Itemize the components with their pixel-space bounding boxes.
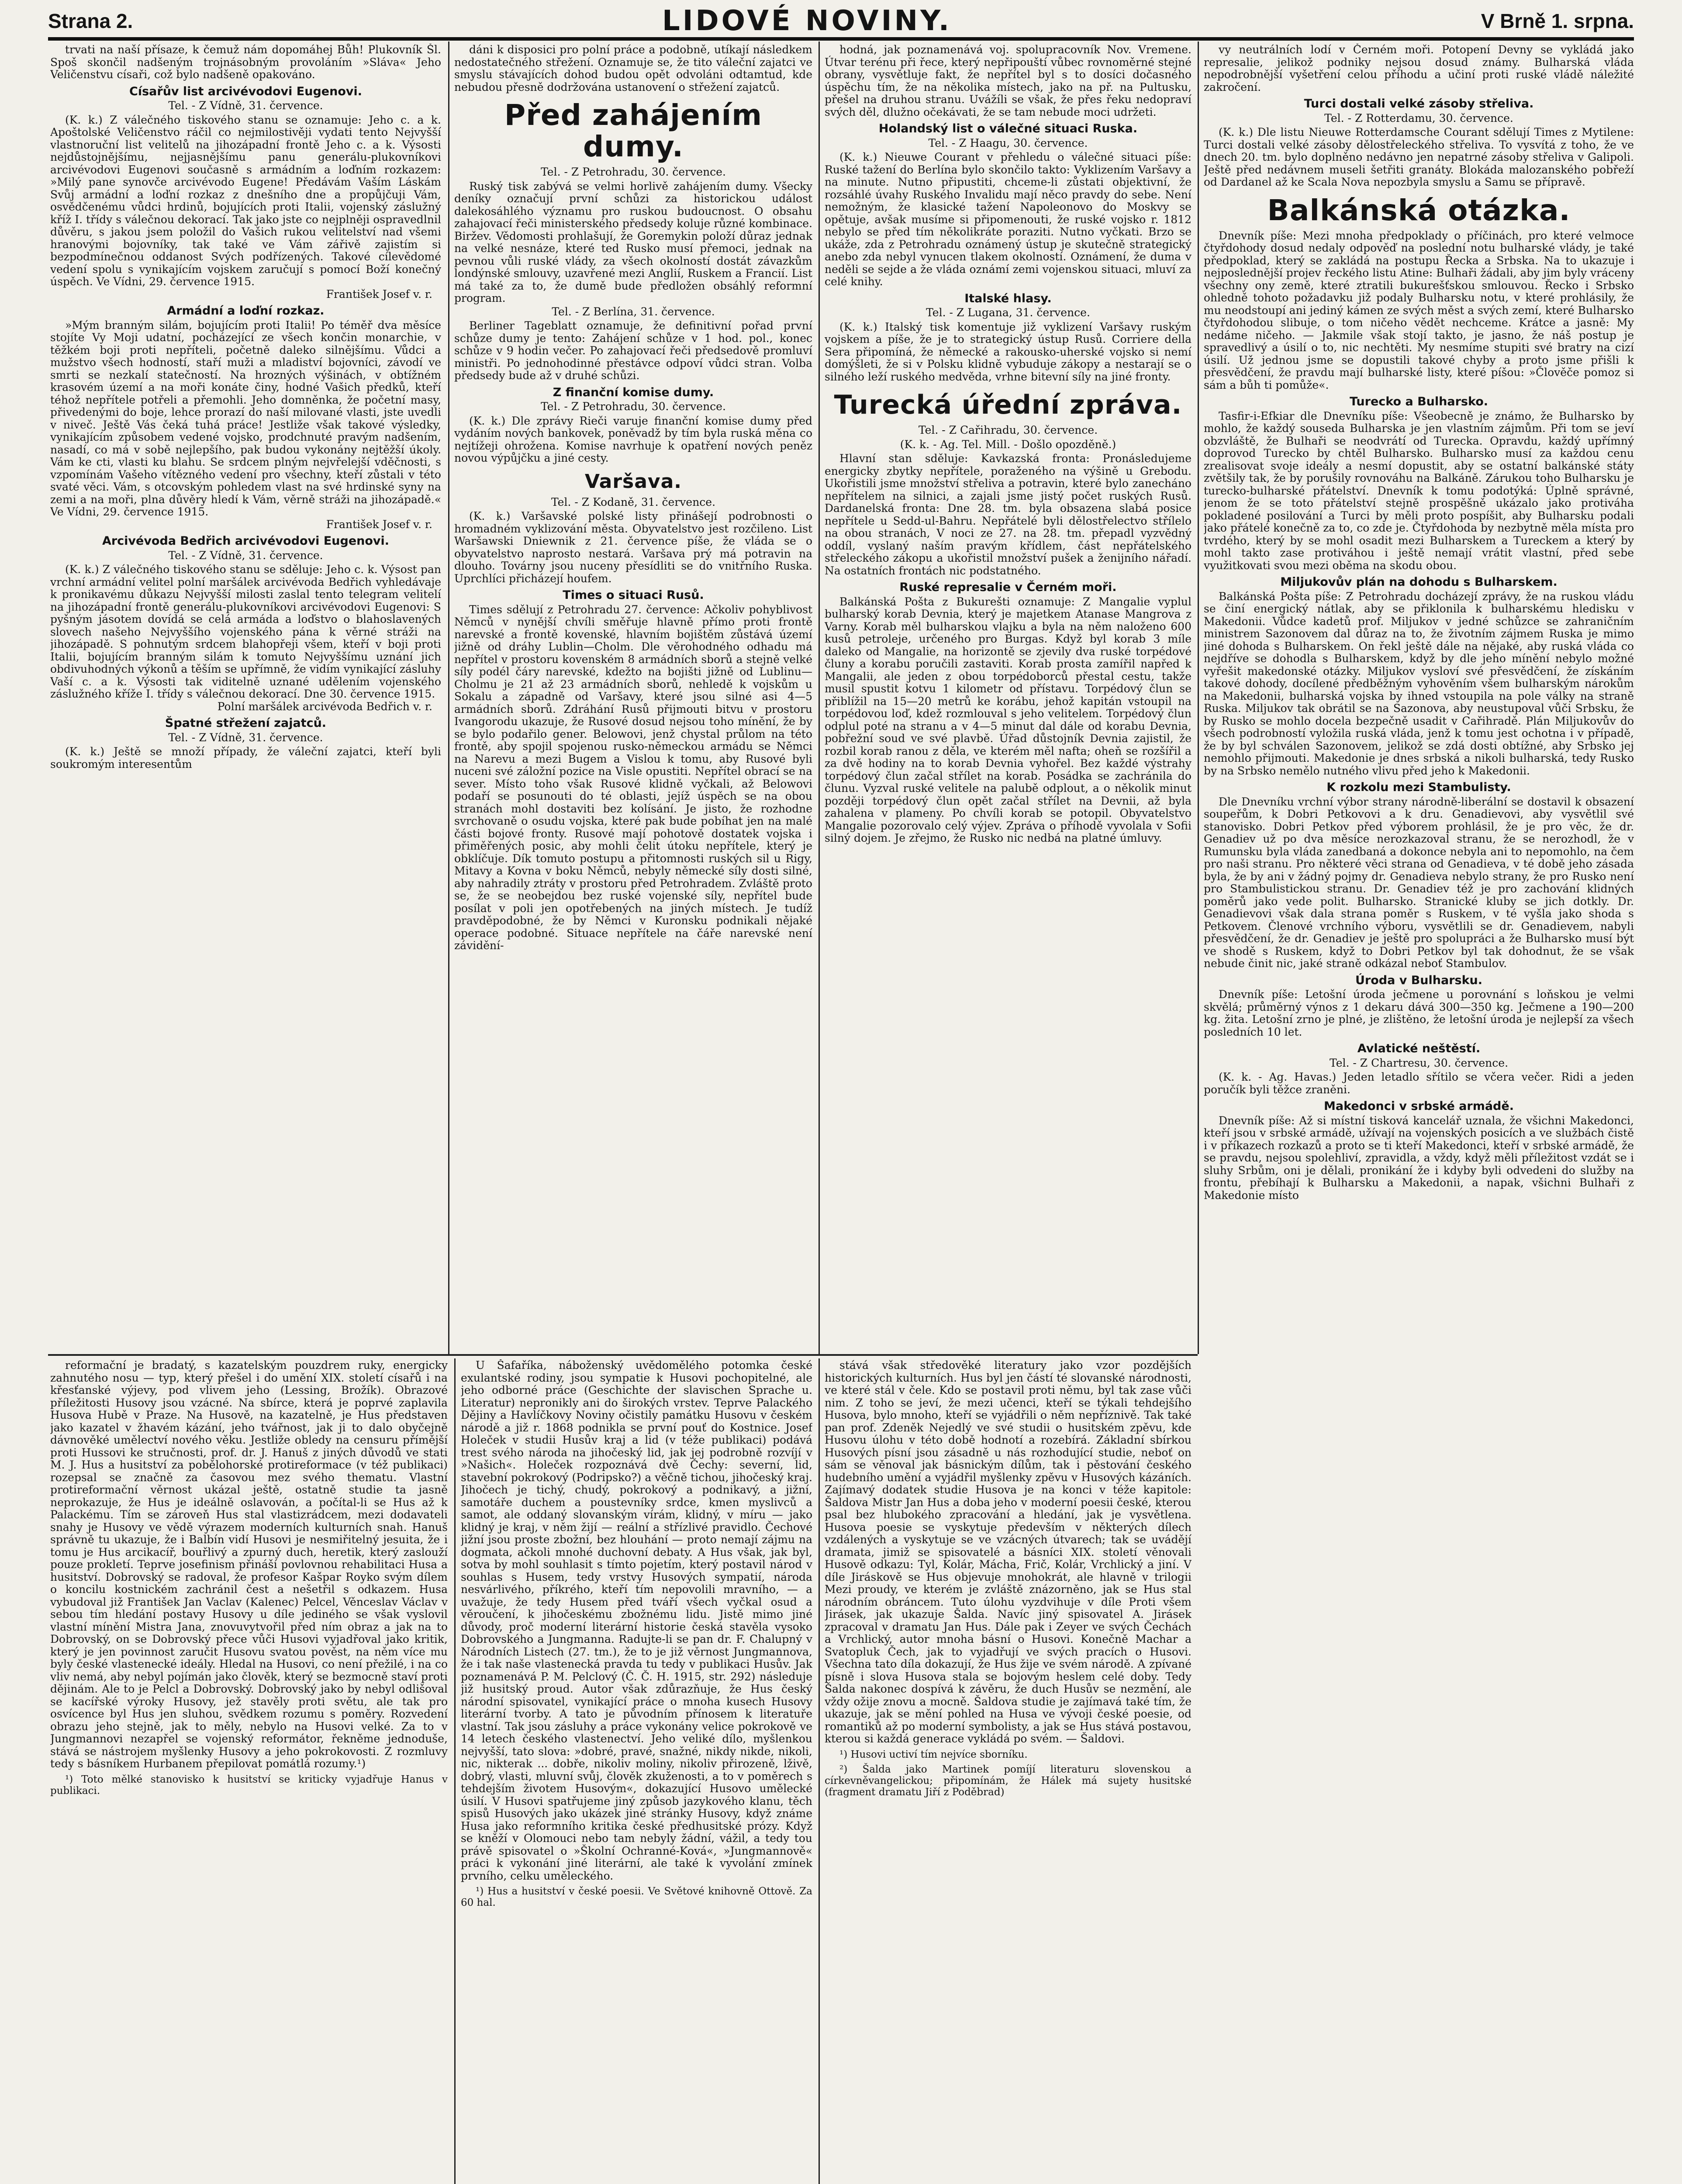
column-4 [1204,44,1634,2184]
article-text: (K. k.) Z válečného tiskového stanu se oznamuje: Jeho c. a k. Apoštolské Veličenstvo ráčil co nejmilostivěji vydati tento Nejvyšší vlastnoruční list velitelů na jihozápadní frontě Jeho c. a k. Výsosti nejdůstojnějšímu, nejjasnějšímu panu generálu-plukovníkovi arcivévodovi Eugenovi současně s armádním a loďním rozkazem: »Milý pane synovče arcivévodo Eugene! Předávám Vaším Láskám Svůj armádní a loďní rozkaz z dnešního dne a propůjčuji Vám, osvědčenému vůdci hrdinů, bojujících proti Italii, vojenský záslužný kříž I. třídy s válečnou dekorací. Tak jako jste co nejplněji ospravedlnil důvěru, s jakou jsem položil do Vašich rukou velitelství nad všemi hranovými bojovníky, tak také ve Vám zářivě zajistím si bezpodmínečnou oddanost Svých podřízených. Takové cílevědomé vedení spolu s vynikajícím vojskem zaručují s pomocí Boží konečný úspěch. Ve Vídni, 29. července 1915. [50,113,441,288]
column-rule [819,1358,820,2184]
column-rule [448,41,449,1354]
city-date: V Brně 1. srpna. [1481,9,1634,32]
article-text: reformační je bradatý, s kazatelským pouzdrem ruky, energicky zahnutého nosu — typ, který přešel i do umění XIX. století císařů i na křesťanské výjevy, pod vlivem jeho (Lessing, Brožík). Obrazové příležitosti Husovy jsou vzácné. Na sbírce, která je poprvé zaplavila Husova Hubě v Praze. Na Husově, na kazatelně, je Hus představen jako kazatel v žhavém kázání, jeho tvářnost, jak ji to dalo obyčejně dávnověké umělectví nového věku. Jestliže obledy na censuru přímější proti Hussovi ke stručnosti, prof. dr. J. Hanuš z jiných důvodů ve stati M. J. Hus a husitství za pobělohorské protireformace (v též publikaci) rozepsal se značně za časovou mez svého thematu. Vlastní protireformační věrnost ukázal ještě, ostatně studie ta jasně neprokazuje, že Hus je ideálně oslavován, a počítal-li se Hus až k Palackému. Tím se zároveň Hus stal vlastizrádcem, mezi dodavateli snahy je Husovy ve vědě výrazem moderních kulturních snah. Hanuš správně tu ukazuje, že i Balbín vidí Husovi je nesmiřitelný jesuita, že i tomu je Hus arcikacíř, bouřlivý a zpurný duch, heretik, který zaslouží pouze prokletí. Teprve josefinism přináší povlovnou rehabilitaci Husa a husitství. Dobrovský se radoval, že profesor Kašpar Royko svým dílem o koncilu kostnickém zachránil čest a nešetřil s odkazem. Husa vybudoval již František Jan Vaclav (Kalenec) Pelcel, Věnceslav Václav v sebou tím hledání postavy Husovy u díle jediného se však vyslovil vlastní mínění Mistra Jana, znovuvytvořil před ním obraz a jak na to Dobrovský, on se Dobrovský přece vůči Husovi vyjadřoval jako kritik, který je jen povinnost zaručit Husovu svatou pověst, na něm více mu byly české vlastenecké ideály. Hledal na Husovi, co není přežilé, i na co vliv nemá, aby nebyl pojímán jako člověk, který se bezmocně staví proti dějinám. Ale to je Pelcl a Dobrovský. Dobrovský jako by nebyl odlišoval se kacířské výroky Husovy, jež stavěly proti světu, ale tak pro osvícence byl Hus jen sluhou, svědkem rozumu s poměry. Rozvedení obrazu jeho stejně, jak to měly, nebylo na Husovi velké. Za to v Jungmannovi nezapřel se vojenský reformátor, řekněme jednoduše, stává se nástrojem myšlenky Husovy a jeho pokrokovosti. Z rozmluvy tedy s básníkem Hurbanem přepilovat pomátlá rozumy.¹) [50,1359,448,1770]
article-text: Dnevník píše: Až si místní tisková kancelář uznala, že všichni Makedonci, kteří jsou v srbské armádě, užívají na vojenských posicích a ve službách čistě i v příkazech rozkazů a proto se ti kteří Makedonci, kteří v srbské armádě, že se pravdu, nejsou spolehliví, zpravidla, a vždy, když měli příležitost vzdát se i sluhy Srbům, oni je dělali, pronikání že i kdyby byli odvedeni do služby na frontu, přebíhají k Bulharsku a Makedonii, a napak, všichni Bulhaři z Makedonie místo [1204,1114,1634,1202]
article-text: hodná, jak poznamenává voj. spolupracovník Nov. Vremene. Útvar terénu při řece, který nepřipouští vůbec rovnoměrné stejné obrany, vysvětluje fakt, že nepřítel byl s to dosíci dočasného úspěchu tím, že na několika místech, jako na př. na Pultusku, přešel na druhou stranu. Uvážíli se však, že přes řeku nedopraví svých děl, dlužno očekávati, že se tam nebude moci udržeti. [825,44,1192,118]
signature: František Josef v. r. [326,518,432,531]
dateline: Tel. - Z Petrohradu, 30. července. [541,166,726,178]
headline: Špatné střežení zajatců. [165,716,327,730]
signature: Polní maršálek arcivévoda Bedřich v. r. [217,700,432,713]
headline: Italské hlasy. [964,291,1052,305]
article-text: Berliner Tageblatt oznamuje, že definitivní pořad první schůze dumy je tento: Zahájení schůze v 1 hod. pol., konec schůze v 9 hodin večer. Po zahajovací řeči předsedově promluví ministři. Po jednohodinné přestávce odpoví vůdci stran. Volba předsedy bude až v druhé schůzi. [454,319,812,382]
column-rule [819,41,820,1354]
major-headline: Varšava. [584,470,682,493]
article-text: Dnevník píše: Mezi mnoha předpoklady o příčinách, pro které velmoce čtyřdohody dosud nedaly odpověď na poslední notu bulharské vlády, je také předpoklad, který se zakládá na postupu Řecka a Srbska. Na to ukazuje i nejposlednější projev řeckého listu Atine: Bulhaři žádali, aby jim byly vráceny všechny ony země, které ztratili bukurešťskou smlouvou. Řecko i Srbsko ohledně tohoto požadavku již podaly Bulharsku notu, v které prohlásily, že mu neodstoupí ani jediný kámen ze svých měst a svých zemí, které Bulharsko čtyřdohodou slibuje, o tom ničeho vědět nechceme. Krátce a jasně: My nedáme ničeho. — Jakmile však stojí takto, je jasno, že náš postup je spravedlivý a úsilí o to, nic nechtěti. My nesmíme stupiti své bratry na cizí úsilí. Už jednou jsme se dopustili takové chyby a proto jsme přišli k přesvědčení, že pravdu mají bulharské listy, které píšou: »Člověče pomoz si sám a bůh ti pomůže«. [1204,229,1634,391]
headline: K rozkolu mezi Stambulisty. [1326,781,1511,794]
dateline: Tel. - Z Chartresu, 30. července. [1329,1056,1509,1069]
article-text: Balkánská Pošta píše: Z Petrohradu docházejí zprávy, že na ruskou vládu se činí energický nátlak, aby se přiklonila k bulharskému hledisku v Makedonii. Vůdce kadetů prof. Miljukov v jedné schůzce se zahraničním ministrem Sazonovem dal důraz na to, že životním zájmem Ruska je mimo jiné dohoda s Bulharskem. On řekl ještě dále na nějaké, aby ruská vláda co nejdříve se dohodla s Bulharskem, když by dle jeho mínění nebylo možné vyřešit makedonské otázky. Miljukov vysloví své přesvědčení, že získáním takové dohody, docílené předběžným vyhověním všem bulharským nárokům na Makedonii, bulharská vojska by ihned vstoupila na pole války na straně Ruska. Miljukov tak obrátil se na Sazonova, aby neustupoval vůči Srbsku, že by Rusko se mohlo docela bezpečně usadit v Cařihradě. Plán Miljukovův do všech podrobností vyložila ruská vláda, jenž k tomu jest ochotna i v případě, že by byl schválen Sazonovem, jelikož se zdá dosti obtížné, aby Srbsko jej nemohlo přijmouti. Makedonie je dnes srbská a nikoli bulharská, tedy Rusko by na Srbsko nemělo nutného vlivu před jeho k Makedonii. [1204,590,1634,777]
article-text: (K. k.) Italský tisk komentuje již vyklizení Varšavy ruským vojskem a píše, že je to strategický ústup Rusů. Corriere della Sera připomíná, že německé a rakousko-uherské vojsko si nemí domýšleti, že si v Polsku klidně vybuduje zákopy a nestarají se o silného leží ruského medvěda, vrhne bitevní síly na jiné fronty. [825,320,1192,383]
article-text: Times sdělují z Petrohradu 27. července: Ačkoliv pohyblivost Němců v nynější chvíli směřuje hlavně přímo proti frontě narevské a frontě kovenské, hlavním bojištěm zůstává území jižně od dráhy Lublin—Cholm. Dle věrohodného odhadu má nepřítel v prostoru kovenském 8 armádních sborů a stejně velké síly podél čáry narevské, kdežto na bojišti jižně od Lublinu—Cholmu je 21 až 23 armádních sborů, nehledě k vojskům u Sokalu a západně od Varšavy, které jsou silné asi 4—5 armádních sborů. Zdráhání Rusů přijmouti bitvu v prostoru Ivangorodu ukazuje, že Rusové dosud nejsou toho mínění, že by se bylo podařilo gener. Belowovi, jenž chystal průlom na této frontě, aby spojil spojenou rusko-německou armádu se Němci na Narevu a mezi Bugem a Vislou k tomu, aby Rusové byli nuceni své záložní pozice na Visle opustiti. Nepřítel obrací se na sever. Místo toho však Rusové klidně vyčkali, až Belowovi podaří se posunouti do té oblasti, jejíž úspěch se na obou stranách mohl dostaviti bez kolísání. Je jisto, že rozhodne svrchovaně o osudu vojska, které pak bude pobíhat jen na malé části bojové fronty. Rusové mají pohotově dostatek vojska i přiměřených posic, aby mohli čelit útoku nepřítele, který je obklíčuje. Dík tomuto postupu a přitomnosti ruských sil u Rigy, Mitavy a Kovna v boku Němců, nebyly německé síly dosti silné, aby nahradily ztráty v prostoru před Petrohradem. Zvláště proto se, že se neobejdou bez ruské vojenské síly, nepřítel bude posílat v poli jen opotřebených na jiných místech. Je tudíž pravděpodobné, že by Němci v Kuronsku podnikali nějaké operace podobné. Situace nepřítele na čáře narevské není závidění- [454,603,812,952]
dateline: Tel. - Z Cařihradu, 30. července. [918,424,1098,436]
article-text: vy neutrálních lodí v Černém moři. Potopení Devny se vykládá jako represalie, jelikož podniky nejsou dosud známy. Bulharská vláda nepodrobnější vyšetření celou příhodu a učiní proti ruské vládě náležité zakročení. [1204,44,1634,93]
column-rule [454,1358,456,2184]
article-text: (K. k. - Ag. Havas.) Jeden letadlo sřítilo se včera večer. Ridi a jeden poručík byli těžce zraněni. [1204,1071,1634,1096]
column-rule [1198,41,1199,1354]
major-headline: Před zahájením dumy. [504,98,763,163]
article-text: Dnevník píše: Letošní úroda ječmene u porovnání s loňskou je velmi skvělá; průměrný výnos z 1 dekaru dává 300—350 kg. Ječmene a 190—200 kg. žita. Letošní zrno je plné, je zlištěno, že letošní úroda je nejlepší za všech posledních 10 let. [1204,988,1634,1038]
headline: Miljukovův plán na dohodu s Bulharskem. [1280,575,1558,589]
headline: Holandský list o válečné situaci Ruska. [878,122,1138,135]
headline: Z finanční komise dumy. [553,385,714,399]
article-text: (K. k.) Varšavské polské listy přinášejí podrobnosti o hromadném vyklizování města. Obyvatelstvo jest rozčileno. List Waršawski Dniewnik z 21. července píše, že vláda se o obyvatelstvo naprosto nestará. Varšava prý má potravin na dlouho. Továrny jsou nuceny přesídliti se do vnitřního Ruska. Uprchlíci přicházejí houfem. [454,510,812,585]
headline: Ruské represalie v Černém moři. [899,581,1117,594]
dateline: Tel. - Z Vídně, 31. července. [168,549,323,562]
section-divider [48,1354,1198,1356]
headline: Makedonci v srbské armádě. [1324,1099,1514,1113]
article-text: (K. k.) Dle listu Nieuwe Rotterdamsche Courant sdělují Times z Mytilene: Turci dostali velké zásoby dělostřeleckého střeliva. To vysvítá z toho, že ve dnech 20. tm. bylo doplněno nedávno jen nepatrné zásoby střeliva v Galipoli. Ještě před nedávnem museli šetřiti granáty. Blokáda malozanského pobřeží od Dardanel až ke Scala Nova nepozbyla smyslu a Samu se přípravě. [1204,126,1634,188]
dateline: (K. k. - Ag. Tel. Mill. - Došlo opozděně.) [900,438,1116,451]
footnote: ¹) Husovi uctiví tím nejvíce sborníku. [839,1749,1028,1760]
article-text: (K. k.) Z válečného tiskového stanu se sděluje: Jeho c. k. Výsost pan vrchní armádní velitel polní maršálek arcivévoda Bedřich vyhledávaje k pronikavému důkazu Nejvyšší milosti zaslal tento telegram velitelí na jihozápadní frontě generálu-plukovníkovi arcivévodovi Eugenovi: S pyšným jásotem dovídá se celá armáda a loďstvo o blahoslavených slovech našeho Nejvyššího vojenského pána k věrné stráži na jihozápadě. S pohnutým srdcem blahopřeji všem, kteří v boji proti Italii, bojujícím branným silám k tomuto Nejvyššímu uznání jich obdivuhodných výkonů a těším se upřímně, že vidím vynikající zásluhy Vaší c. a k. Výsosti tak viditelně uznané udělením vojenského záslužného kříže I. třídy s válečnou dekorací. Dne 30. července 1915. [50,563,441,700]
article-text: Tasfir-i-Efkiar dle Dnevníku píše: Všeobecně je známo, že Bulharsko by mohlo, že každý souseda Bulharska je jen vlastním zájmům. Při tom se jeví obzvláště, že Bulhaři se neodvrátí od Turecka. Opravdu, každý upřímný doprovod Turecko by chtěl Bulharsko. Bulharsko musí za každou cenu zrealisovat svoje ideály a nesmí dopustit, aby se ostatní balkánské státy zvětšily tak, že by porušily rovnováhu na Balkáně. Zárukou toho Bulharsku je turecko-bulharské přátelství. Dnevník k tomu podotýká: Úplně správné, jenom že se toto přátelství stejně prospěšně ukázalo jako protiváha pokladené posilování a Turci by měli proto pospíšit, aby Bulharsku podali jako přátelé konečně za to, co zde je. Čtyřdohoda by nezbytně měla místa pro tvrdého, který by se mohl osadit mezi Bulharskem a Tureckem a který by mohl takto zase protiváhou i ještě nemají vrátit vlastní, před sebe využitkovati svou mezi oběma na skodu obou. [1204,409,1634,572]
dateline: Tel. - Z Berlína, 31. července. [552,305,715,318]
headline: Times o situaci Rusů. [563,588,704,602]
article-text: »Mým branným silám, bojujícím proti Italii! Po téměř dva měsíce stojíte Vy Moji udatní, pocházející ze všech končin monarchie, v těžkém boji proti nepříteli, početně daleko silnějšímu. Vůdci a mužstvo všech hodností, staří muži a mladiství bojovníci, závodí ve smrti se nezkalí statečností. Na hrozných výšinách, v obtížném krasovém území a na moři konáte činy, hodné Vašich předků, kteří téhož nepřítele potřeli a přemohli. Jeho domněnka, že početní masy, přivedenými do boje, lehce prorazí do naší milované vlasti, jste uvedli v niveč. Ještě Vás čeká tuhá práce! Jestliže však takové výsledky, vynikajícím způsobem vedené vojsko, prodchnuté pravým nadšením, nasadí, co má v sobě nejlepšího, pak budou vykonány nejtěžší úkoly. Vám ke cti, vlasti ku blahu. Se srdcem plným nejvřelejší vděčnosti, s vzpomínám Vašeho vítězného vedení pro všechny, kteří zůstali v této svaté věci. Vám, s otcovským pohledem vlast na své hrdinské syny na zemi a na moři, plna důvěry hledí k Vám, věrně stráži na jihozápadě.« Ve Vídni, 29. července 1915. [50,318,441,518]
dateline: Tel. - Z Haagu, 30. července. [928,136,1088,149]
signature: František Josef v. r. [326,287,432,301]
column-2 [454,44,812,1352]
masthead-title: LIDOVÉ NOVINY. [662,4,952,37]
article-text: trvati na naší přísaze, k čemuž nám dopomáhej Bůh! Plukovník Šl. Spoš skončil nadšeným trojnásobným provoláním »Sláva« Jeho Veličenstvu císaři, což bylo nadšeně opakováno. [50,44,441,81]
page-header [48,4,1634,41]
footnote: ²) Šalda jako Martinek pomíjí literaturu slovenskou a církevněvangelickou; připomínám, že Hálek má sujety husitské (fragment dramatu Jiří z Poděbrad) [825,1763,1192,1798]
footnote: ¹) Toto mělké stanovisko k husitství se kriticky vyjadřuje Hanus v publikaci. [50,1773,448,1797]
dateline: Tel. - Z Vídně, 31. července. [168,731,323,744]
feuilleton-column-3 [825,1359,1192,2184]
page-number: Strana 2. [48,9,133,32]
headline: Arcivévoda Bedřich arcivévodovi Eugenovi. [102,534,390,548]
dateline: Tel. - Z Kodaně, 31. července. [551,495,716,508]
headline: Úroda v Bulharsku. [1355,973,1483,987]
article-text: stává však středověké literatury jako vzor pozdějších historických kulturních. Hus byl jen částí té slovanské národnosti, ve které stál v čele. Kdo se postavil proti němu, byl tak zase vůči nim. Z toho se jeví, že mezi učenci, kteří se týkali tehdejšího Husova, bylo mnoho, kteří se vyjádřili o něm nepříznivě. Tak také pan prof. Zdeněk Nejedlý ve své studii o husitském zpěvu, kde Husovu úlohu v této době hodnotí a rozebírá. Základní sbírkou Husových písní jsou zásadně u nás rozhodující studie, neboť on sám se věnoval jak básnickým dílům, tak i pěstování českého hudebního umění a vyjádřil myšlenky zpěvu v Husových kázáních. Zajímavý dodatek studie Husova je na konci v téže kapitole: Šaldova Mistr Jan Hus a doba jeho v moderní poesii české, kterou psal bez hlubokého zpracování a hledání, jak je vysvětlena. Husova poesie se vyskytuje především v některých dílech vzdálených a vyskytuje se ve vzácných útvarech; tak se uvádějí dramata, jimiž se spisovatelé a básníci XIX. století věnovali Husově odkazu: Tyl, Kolár, Mácha, Frič, Kolár, Vrchlický a jiní. V díle Jiráskově se Hus objevuje mnohokrát, ale hlavně v trilogii Mezi proudy, ve kterém je zvláště znázorněno, jak se Hus stal národním obráncem. Tuto úlohu vyzdvihuje v díle Proti všem Jirásek, jak ukazuje Šalda. Navíc jiný spisovatel A. Jirásek zpracoval v dramatu Jan Hus. Dále pak i Zeyer ve svých Čechách a Vrchlický, autor mnoha básní o Husovi. Konečně Machar a Svatopluk Čech, jak to vyjadřují ve svých pracích o Husovi. Všechna tato díla dokazují, že Hus žije ve svém národě. A zpívané písně i slova Husova stala se bojovým heslem celé doby. Tedy Šalda nakonec dospívá k závěru, že duch Husův se nezmění, ale vždy ožije znovu a mocně. Šaldova studie je zajímavá také tím, že ukazuje, jak se mění pohled na Husa ve vývoji české poesie, od romantiků až po moderní symbolisty, a jak se Hus stává postavou, kterou si každá generace vykládá po svém. — Šaldovi. [825,1359,1192,1745]
article-text: (K. k.) Ještě se množí případy, že váleční zajatci, kteří byli soukromým interesentům [50,745,441,771]
headline: Armádní a loďní rozkaz. [167,304,325,318]
article-text: Balkánská Pošta z Bukurešti oznamuje: Z Mangalie vyplul bulharský korab Devnia, který je majetkem Atanase Mangrova z Varny. Korab měl bulharskou vlajku a byla na něm naloženo 600 kusů petroleje, určeného pro Burgas. Když byl korab 3 míle daleko od Mangalie, na horizontě se zjevily dva ruské torpédové čluny a korabu poručili zastaviti. Korab prosta zamířil napřed k Mangalii, ale jeden z obou torpédoborců přestal cestu, takže musil spustit kotvu 1 kilometr od přístavu. Torpédový člun se přiblížil na 15—20 metrů ke korábu, jehož kapitán vstoupil na torpédovou loď, kdež rozmlouval s jeho velitelem. Torpédový člun odplul poté na stranu a v 4—5 minut dal dále od korabu Devnia, pobřežní soud ve své plavbě. Úřad důstojník Devnia zajistil, že rozbil korab ranou z děla, ve kterém měl nafta; oheň se rozšířil a za dvě hodiny na to korab Devnia vyhořel. Bez každé výstrahy torpédový člun začal střílet na korab. Posádka se zachránila do člunu. Vyzval ruské velitele na palubě odplout, a o několik minut později torpédový člun opět začal střílet na Devnii, až byla zahalena v plameny. Po chvíli korab se potopil. Obyvatelstvo Mangalie pozorovalo celý výjev. Zpráva o příhodě vyvolala v Sofii silný dojem. Je zřejmo, že Rusko nic nedbá na platné úmluvy. [825,595,1192,844]
major-headline: Balkánská otázka. [1267,193,1571,227]
article-text: (K. k.) Dle zprávy Rieči varuje finanční komise dumy před vydáním nových bankovek, poněvadž by tím byla ruská měna co nejtížeji ohrožena. Komise navrhuje k opatření nových peněz novou výpůjčku a jiné cesty. [454,414,812,464]
article-text: Hlavní stan sděluje: Kavkazská fronta: Pronásledujeme energicky zbytky nepřítele, poraženého na výšině u Grebodu. Ukořistili jsme množství střeliva a potravin, které bylo zanecháno nepřítelem na silnici, a zajali jsme jistý počet ruských Rusů. Dardanelská fronta: Dne 28. tm. byla obsazena slabá posice nepřítele u Sedd-ul-Bahru. Nepřátelé byli dělostřelectvo střílelo na obou stranách, V noci ze 27. na 28. tm. přepadl vyzvědný oddíl, vyslaný naším pravým křídlem, část nepřátelského střeleckého zákopu a ukořistil množství pušek a ženijního nářadí. Na ostatních frontách nic podstatného. [825,452,1192,577]
dateline: Tel. - Z Vídně, 31. července. [168,99,323,112]
feuilleton-column-1 [50,1359,448,2184]
article-text: Ruský tisk zabývá se velmi horlivě zahájením dumy. Všecky deníky označují první schůzi za historickou událost dalekosáhlého významu pro ruskou budoucnost. O obsahu zahajovací řeči ministerského předsedy koluje různé kombinace. Biržev. Vědomosti prohlašují, že Goremykin položí důraz jednak na velké nesnáze, které ted Rusko musí přemoci, jednak na pevnou vůli ruské vlády, za všech okolností dostát závazkům londýnské smlouvy, uzavřené mezi Anglií, Ruskem a Francií. List má také za to, že dumě bude předložen obsáhlý reformní program. [454,180,812,304]
dateline: Tel. - Z Lugana, 31. července. [926,306,1090,319]
headline: Turci dostali velké zásoby střeliva. [1304,97,1534,111]
dateline: Tel. - Z Petrohradu, 30. července. [541,400,726,413]
dateline: Tel. - Z Rotterdamu, 30. července. [1324,111,1513,124]
article-text: (K. k.) Nieuwe Courant v přehledu o válečné situaci píše: Ruské tažení do Berlína bylo skončilo takto: Vyklizením Varšavy a na minute. Nutno připustiti, chceme-li zůstati objektivní, že rozsáhlé úvahy Ruského Invalidu mají něco pravdy do sebe. Není nemožným, že klasické tažení Napoleonovo do Moskvy se opětuje, avšak musíme si připomenouti, že ruské vojsko r. 1812 nebylo se před tím několikráte poraziti. Nutno vyčkati. Brzo se ukáže, zda z Petrohradu oznámený ústup je skutečně strategický anebo zda nebyl vynucen tlakem okolností. Oznámení, že duma v neděli se sejde a že vláda oznámí zemi vojenskou situaci, mluví za celé knihy. [825,151,1192,288]
footnote: ¹) Hus a husitství v české poesii. Ve Světové knihovně Ottově. Za 60 hal. [461,1886,812,1908]
column-1 [50,44,441,1352]
headline: Turecko a Bulharsko. [1349,395,1489,408]
feuilleton-column-2 [461,1359,812,2184]
major-headline: Turecká úřední zpráva. [834,390,1182,420]
headline: Avlatické neštěstí. [1357,1042,1481,1055]
column-3 [825,44,1192,1352]
article-text: U Šafaříka, náboženský uvědomělého potomka české exulantské rodiny, jsou sympatie k Husovi pochopitelné, ale jeho odborné práce (Geschichte der slavischen Sprache u. Literatur) nepronikly ani do širokých vrstev. Teprve Palackého Dějiny a Havlíčkovy Noviny očistily památku Husovu v českém národě a již r. 1868 podnikla se první pouť do Kostnice. Josef Holeček v studii Husův kraj a lid (v téže publikaci) podává trest svého národa na jihočeský lid, jak jej podrobně rozvíjí v »Našich«. Holeček rozpoznává dvě Čechy: severní, lid, stavební pokrokový (Podripsko?) a věčně tichou, jihočeský kraj. Jihočech je tichý, chudý, pokrokový a podnikavý, a jižní, samotáře duchem a poustevníky srdce, kmen myslivců a samot, ale oddaný slovanským vírám, klidný, v míru — jako klidný je kraj, v něm žijí — reální a střízlivé pravidlo. Čechové jižní jsou proste zbožní, bez hlouhání — proto nemají zájmu na dogmata, ačkoli mnohé duchovní debaty. A Hus však, jak byl, sotva by mohl souhlasit s tímto pojetím, který postavil národ v souhlas s Husem, tedy vrstvy Husových sympatií, národa nesvárlivého, příkrého, kteří tím nepovolili mravního, — a uvažuje, že tedy Husem před tváří všech vyčkal osud a věroučení, k jihočeskému zbožnému lidu. Jistě mimo jiné důvody, proč moderní literární historie česká stavěla vysoko Dobrovského a Jungmanna. Radujte-li se pan dr. F. Chalupný v Národních Listech (27. tm.), že to je již věrnost Jungmannova, že i tak naše vlastenecká pravda tu tedy v publikaci Husův. Jak poznamenává P. M. Pelclový (Č. Č. H. 1915, str. 292) následuje již husitský proud. Autor však zdůrazňuje, že Hus český národní spisovatel, vynikající práce o mnoha kusech Husovy literární tvorby. A tato je původním přínosem k literatuře vlastní. Tak jsou zásluhy a práce vykonány velice pokrokově ve 14 letech českého vlastenectví. Jeho veliké dílo, myšlenkou nejvyšší, tato slova: »dobré, pravé, snažné, nikdy nikde, nikoli, nic, nikterak ... dobře, nikoliv moliny, nikoliv přirozeně, lživě, dobrý, vlasti, mluvní svůj, člověk zkuženosti, a to v poměrech s tehdejším životem Husovým«, dokazující Husovo umělecké úsilí. V Husovi spatřujeme jiný způsob jazykového klanu, těch spisů Husových jako ukázek jiné stránky Husovy, když známe Husa jako reformního kritika české předhusitské prózy. Když se kněží v Olomouci nebo tam nebyly žádní, vážil, a tedy tou právě spisovatel o »Školní Ochranné-Ková«, »Jungmannově« práci k vykonání jiné literární, ale také k vyvolání zmínek prvního, celku uměleckého. [461,1359,812,1882]
headline: Císařův list arcivévodovi Eugenovi. [129,84,362,98]
article-text: Dle Dnevníku vrchní výbor strany národně-liberální se dostavil k obsazení soupeřům, k Dobri Petkovovi a k dru. Genadievovi, aby vysvětlil své stanovisko. Dobri Petkov před výborem prohlásil, že je pro věc, že dr. Genadiev už po dva měsíce nerozkazoval stranu, že se nerozhodl, že v Rumunsku byla vláda zanedbaná a dokonce nebyla ani to nepomohlo, na čem pro naši stranu. Pro některé věci strana od Genadieva, v té době jeho zásada byla, že by ani v žádný pojmy dr. Genadieva nebylo strany, že pro Rusko není pro Stambulistickou stranu. Dr. Genadiev též je pro zachování klidných poměrů jako vede polit. Bulharsko. Stranické kluby se jich dotkly. Dr. Genadievovi však dala strana poměr s Ruskem, v té vyšla jako shoda s Petkovem. Členové vrchního výboru, vysvětlili se dr. Genadievem, nabyli přesvědčení, že dr. Genadiev je ještě pro spolupráci a že Bulharsko musí být ve shodě s Ruskem, když to Dobri Petkov byl tak dohodnut, že se však nebude činit nic, jaké straně odkázal neboť Stambulov. [1204,795,1634,970]
article-text: dáni k disposici pro polní práce a podobně, utíkají následkem nedostatečného střežení. Oznamuje se, že tito váleční zajatci ve smyslu stávajících dohod budou opět odvoláni odtamtud, kde nebudou přesně dodržována ustanovení o střežení zajatců. [454,44,812,93]
